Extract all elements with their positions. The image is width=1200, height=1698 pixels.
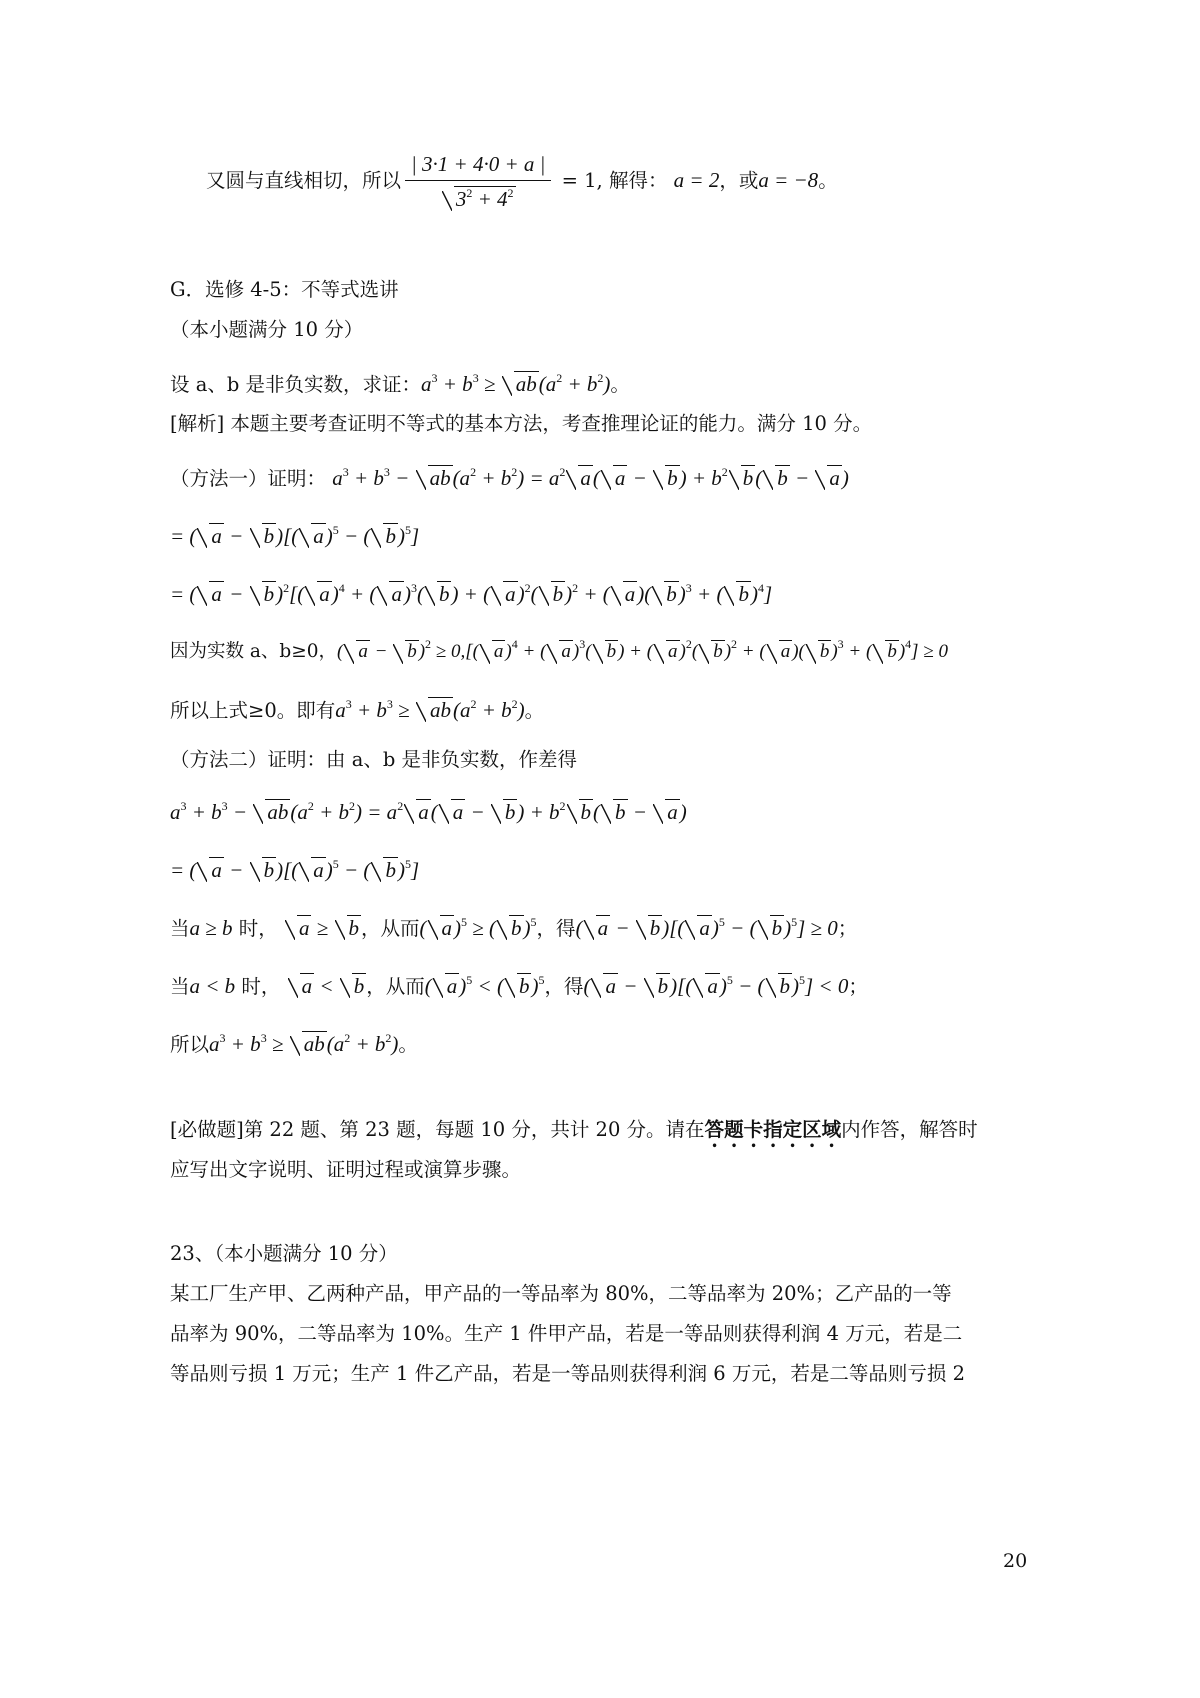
tangent-line bbox=[206, 150, 838, 213]
text: [必做题]第 22 题、第 23 题，每题 10 分，共计 20 分。请在 bbox=[170, 1118, 705, 1141]
text: 。 bbox=[610, 373, 630, 396]
text: 。 bbox=[524, 699, 545, 722]
q23-title: 23、（本小题满分 10 分） bbox=[170, 1242, 398, 1265]
text: ，得 bbox=[544, 975, 584, 998]
method1-line3: = ( a − b)$^2$[( a)$^4$ + ( a)$^3$( b) + ( a)$^2$( b)$^2$ + ( a)( b)$^3$ + ( b)$^4$] bbox=[170, 581, 773, 606]
method2-case2: 当a < b 时， a < b ，从而( a)$^5$ < ( b)$^5$，得( a − b)[( a)$^5$ − ( b)$^5$] < 0； bbox=[170, 973, 868, 998]
text: 时， bbox=[241, 975, 281, 998]
answer-a2: a = −8 bbox=[758, 168, 819, 192]
text: 所以上式≥0。即有 bbox=[170, 699, 336, 722]
text: 设 a、b 是非负实数，求证： bbox=[170, 373, 422, 396]
q23-line2: 品率为 90%，二等品率为 10%。生产 1 件甲产品，若是一等品则获得利润 4 万元，若是二 bbox=[170, 1322, 963, 1345]
method1-line2: = ( a − b)[( a)$^5$ − ( b)$^5$] bbox=[170, 523, 420, 548]
text: ，从而 bbox=[366, 975, 425, 998]
required-line1 bbox=[170, 1116, 978, 1152]
distance-fraction: $\frac{| 3\cdot 1 + 4\cdot 0 + a |}{3^2 + 4^2}$ bbox=[405, 150, 551, 213]
text: 因为实数 a、b≥0， bbox=[170, 641, 338, 662]
den-mid: + 4 bbox=[472, 187, 508, 211]
text: 。 bbox=[398, 1033, 418, 1056]
method2-final: 所以$a^3 + b^3 \ge ab(a^2 + b^2)$。 bbox=[170, 1031, 418, 1056]
text: ； bbox=[848, 975, 868, 998]
q23-line3: 等品则亏损 1 万元；生产 1 件乙产品，若是一等品则获得利润 6 万元，若是二等品则亏损 2 bbox=[170, 1362, 966, 1385]
q23-line1: 某工厂生产甲、乙两种产品，甲产品的一等品率为 80%，二等品率为 20%；乙产品的一等 bbox=[170, 1282, 952, 1305]
text: ，从而 bbox=[361, 917, 420, 940]
method1-result: 所以上式≥0。即有$a^3 + b^3 \ge ab(a^2 + b^2)$。 bbox=[170, 697, 545, 722]
text: 当 bbox=[170, 975, 190, 998]
analysis: [解析] 本题主要考查证明不等式的基本方法，考查推理论证的能力。满分 10 分。 bbox=[170, 412, 873, 435]
den-base: 3 bbox=[455, 187, 467, 211]
text: 内作答，解答时 bbox=[841, 1118, 978, 1141]
method1-label: （方法一）证明： bbox=[170, 467, 327, 490]
text: ，得 bbox=[536, 917, 576, 940]
text: = 1, 解得： bbox=[555, 169, 668, 192]
method2-label: （方法二）证明：由 a、b 是非负实数，作差得 bbox=[170, 748, 578, 771]
answer-a1: a = 2 bbox=[673, 168, 720, 192]
text: 。 bbox=[818, 169, 838, 192]
problem-statement: 设 a、b 是非负实数，求证：$a^3 + b^3 \ge ab(a^2 + b^2)$。 bbox=[170, 371, 630, 396]
method2-line1: $a^3 + b^3 - ab(a^2 + b^2) = a^2$ a( $a - b) + b^2$ b( b − a) bbox=[170, 799, 687, 824]
text: 所以 bbox=[170, 1033, 210, 1056]
method2-case1: 当a ≥ b 时， a ≥ b ，从而( a)$^5$ ≥ ( b)$^5$，得( a − b)[( a)$^5$ − ( b)$^5$] ≥ 0； bbox=[170, 915, 858, 940]
page-number: 20 bbox=[1003, 1550, 1028, 1572]
text: ； bbox=[837, 917, 858, 940]
method1-line4: 因为实数 a、b≥0，( a − b )$^2$ ≥ 0,[( a )$^4$ + ( a )$^3$( b ) + ( a )$^2$( b )$^2$ + ( a )( b )$^3$ + ( b )$^4$] ≥ 0 bbox=[170, 638, 948, 666]
fraction-numerator: | 3·1 + 4·0 + a | bbox=[405, 150, 551, 181]
method2-line2: = ( a − b)[( a)$^5$ − ( b)$^5$] bbox=[170, 857, 420, 882]
emphasized-text: 答题卡指定区域 bbox=[704, 1118, 842, 1141]
section-g-score: （本小题满分 10 分） bbox=[170, 318, 364, 341]
section-g-title: G．选修 4-5：不等式选讲 bbox=[170, 278, 399, 301]
text: 当 bbox=[170, 917, 190, 940]
text: 又圆与直线相切，所以 bbox=[206, 169, 402, 192]
text: ，或 bbox=[719, 169, 759, 192]
method1-line1: （方法一）证明： $a^3 + b^3 - ab(a^2 + b^2) = a^2$ a( $a - b) + b^2$ b( b − a) bbox=[170, 465, 849, 490]
required-line2: 应写出文字说明、证明过程或演算步骤。 bbox=[170, 1158, 522, 1181]
text: 时， bbox=[238, 917, 278, 940]
